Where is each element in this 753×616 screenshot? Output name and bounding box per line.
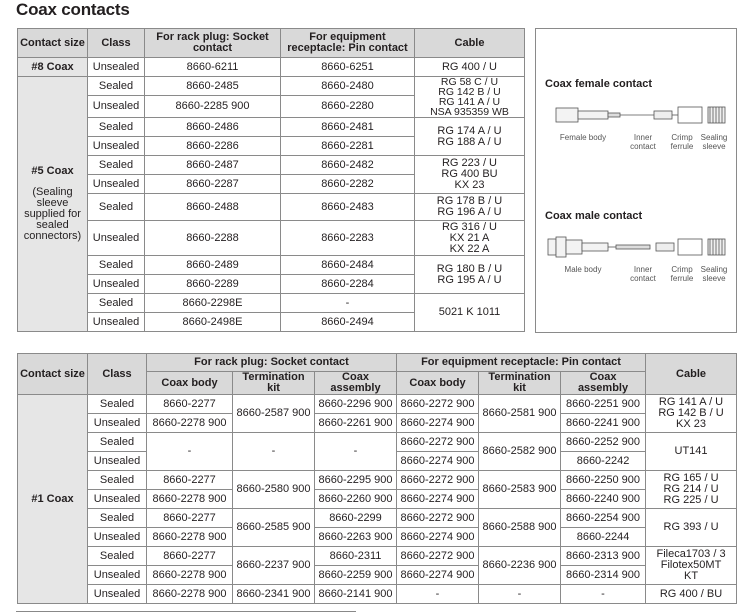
pin-kit-cell: 8660-2583 900 <box>479 471 561 509</box>
subheader-coax-body: Coax body <box>147 372 233 395</box>
pin-cell: 8660-2284 <box>281 275 415 294</box>
class-cell: Sealed <box>88 156 145 175</box>
socket-body-cell: 8660-2278 900 <box>147 414 233 433</box>
socket-body-cell: 8660-2278 900 <box>147 490 233 509</box>
socket-body-cell: 8660-2277 <box>147 471 233 490</box>
socket-cell: 8660-2489 <box>145 256 281 275</box>
contact-diagram-panel <box>535 28 737 333</box>
pin-assembly-cell: 8660-2244 <box>561 528 646 547</box>
socket-kit-cell: 8660-2585 900 <box>233 509 315 547</box>
pin-body-cell: 8660-2272 900 <box>397 433 479 452</box>
socket-cell: 8660-2488 <box>145 194 281 221</box>
socket-assembly-cell: 8660-2263 900 <box>315 528 397 547</box>
socket-cell: 8660-2487 <box>145 156 281 175</box>
class-cell: Unsealed <box>88 221 145 256</box>
header-contact-size: Contact size <box>18 29 88 58</box>
cable-cell: RG 141 A / U RG 142 B / U KX 23 <box>646 395 737 433</box>
socket-assembly-cell: 8660-2259 900 <box>315 566 397 585</box>
pin-assembly-cell: - <box>561 585 646 604</box>
crimp-ferrule-label: Crimp ferrule <box>670 265 694 283</box>
socket-cell: 8660-2298E <box>145 294 281 313</box>
class-cell: Sealed <box>88 77 145 96</box>
header-cable: Cable <box>646 354 737 395</box>
class-cell: Unsealed <box>88 175 145 194</box>
size-label: #1 Coax <box>18 395 88 604</box>
class-cell: Unsealed <box>88 490 147 509</box>
class-cell: Sealed <box>88 118 145 137</box>
class-cell: Unsealed <box>88 528 147 547</box>
pin-assembly-cell: 8660-2313 900 <box>561 547 646 566</box>
socket-cell: 8660-2485 <box>145 77 281 96</box>
cable-cell: Fileca1703 / 3 Filotex50MT KT <box>646 547 737 585</box>
class-cell: Sealed <box>88 256 145 275</box>
class-cell: Unsealed <box>88 313 145 332</box>
pin-kit-cell: 8660-2582 900 <box>479 433 561 471</box>
pin-cell: 8660-2283 <box>281 221 415 256</box>
socket-body-cell: 8660-2277 <box>147 509 233 528</box>
pin-cell: 8660-2482 <box>281 156 415 175</box>
size-note: (Sealing sleeve supplied for sealed connectors) <box>23 186 82 242</box>
socket-body-cell: - <box>147 433 233 471</box>
sealing-sleeve-label: Sealing sleeve <box>700 133 728 151</box>
cable-cell: 5021 K 1011 <box>415 294 525 332</box>
cable-cell: RG 316 / U KX 21 A KX 22 A <box>415 221 525 256</box>
page-title: Coax contacts <box>16 0 130 19</box>
header-socket: For rack plug: Socket contact <box>145 29 281 58</box>
header-rack-plug: For rack plug: Socket contact <box>147 354 397 372</box>
pin-cell: 8660-2483 <box>281 194 415 221</box>
sealing-sleeve-label: Sealing sleeve <box>700 265 728 283</box>
pin-cell: 8660-2480 <box>281 77 415 96</box>
pin-assembly-cell: 8660-2254 900 <box>561 509 646 528</box>
pin-cell: 8660-2484 <box>281 256 415 275</box>
class-cell: Sealed <box>88 395 147 414</box>
socket-kit-cell: 8660-2580 900 <box>233 471 315 509</box>
class-cell: Unsealed <box>88 96 145 118</box>
subheader-coax-assembly: Coax assembly <box>315 372 397 395</box>
male-body-label: Male body <box>564 265 602 274</box>
socket-assembly-cell: - <box>315 433 397 471</box>
socket-assembly-cell: 8660-2261 900 <box>315 414 397 433</box>
class-cell: Sealed <box>88 547 147 566</box>
pin-kit-cell: 8660-2588 900 <box>479 509 561 547</box>
inner-contact-label: Inner contact <box>630 265 656 283</box>
socket-assembly-cell: 8660-2141 900 <box>315 585 397 604</box>
pin-body-cell: 8660-2274 900 <box>397 452 479 471</box>
pin-body-cell: 8660-2274 900 <box>397 490 479 509</box>
cable-cell: RG 400 / BU <box>646 585 737 604</box>
socket-cell: 8660-2289 <box>145 275 281 294</box>
footer-rule <box>16 611 356 612</box>
pin-cell: 8660-2281 <box>281 137 415 156</box>
coax-table-sizes-8-5 <box>17 28 525 332</box>
size-label: #5 Coax <box>31 165 74 177</box>
socket-cell: 8660-2288 <box>145 221 281 256</box>
cable-cell: RG 180 B / U RG 195 A / U <box>415 256 525 294</box>
socket-cell: 8660-2285 900 <box>145 96 281 118</box>
crimp-ferrule-label: Crimp ferrule <box>670 133 694 151</box>
male-contact-title: Coax male contact <box>545 210 643 222</box>
pin-cell: - <box>281 294 415 313</box>
class-cell: Unsealed <box>88 414 147 433</box>
pin-cell: 8660-2481 <box>281 118 415 137</box>
size-label: #8 Coax <box>18 58 88 77</box>
pin-body-cell: 8660-2274 900 <box>397 528 479 547</box>
size-group-5 <box>18 77 88 332</box>
pin-kit-cell: 8660-2236 900 <box>479 547 561 585</box>
cable-cell: RG 400 / U <box>415 58 525 77</box>
pin-assembly-cell: 8660-2314 900 <box>561 566 646 585</box>
pin-body-cell: 8660-2272 900 <box>397 471 479 490</box>
socket-body-cell: 8660-2278 900 <box>147 585 233 604</box>
socket-cell: 8660-2287 <box>145 175 281 194</box>
class-cell: Sealed <box>88 471 147 490</box>
pin-assembly-cell: 8660-2242 <box>561 452 646 471</box>
socket-kit-cell: - <box>233 433 315 471</box>
socket-assembly-cell: 8660-2311 <box>315 547 397 566</box>
pin-cell: 8660-6251 <box>281 58 415 77</box>
cable-cell: RG 178 B / U RG 196 A / U <box>415 194 525 221</box>
class-cell: Unsealed <box>88 566 147 585</box>
socket-body-cell: 8660-2278 900 <box>147 566 233 585</box>
header-pin: For equipment receptacle: Pin contact <box>281 29 415 58</box>
class-cell: Sealed <box>88 194 145 221</box>
header-equipment-receptacle: For equipment receptacle: Pin contact <box>397 354 646 372</box>
pin-kit-cell: - <box>479 585 561 604</box>
subheader-coax-assembly: Coax assembly <box>561 372 646 395</box>
pin-body-cell: 8660-2274 900 <box>397 414 479 433</box>
header-cable: Cable <box>415 29 525 58</box>
socket-kit-cell: 8660-2587 900 <box>233 395 315 433</box>
inner-contact-label: Inner contact <box>630 133 656 151</box>
socket-body-cell: 8660-2277 <box>147 395 233 414</box>
male-contact-drawing <box>536 227 736 267</box>
pin-body-cell: 8660-2272 900 <box>397 509 479 528</box>
socket-body-cell: 8660-2277 <box>147 547 233 566</box>
socket-kit-cell: 8660-2237 900 <box>233 547 315 585</box>
subheader-coax-body: Coax body <box>397 372 479 395</box>
socket-assembly-cell: 8660-2295 900 <box>315 471 397 490</box>
pin-assembly-cell: 8660-2250 900 <box>561 471 646 490</box>
pin-cell: 8660-2494 <box>281 313 415 332</box>
class-cell: Sealed <box>88 294 145 313</box>
class-cell: Unsealed <box>88 585 147 604</box>
subheader-termination-kit: Termination kit <box>479 372 561 395</box>
header-class: Class <box>88 354 147 395</box>
socket-kit-cell: 8660-2341 900 <box>233 585 315 604</box>
class-cell: Unsealed <box>88 452 147 471</box>
pin-kit-cell: 8660-2581 900 <box>479 395 561 433</box>
header-class: Class <box>88 29 145 58</box>
pin-body-cell: - <box>397 585 479 604</box>
female-contact-drawing <box>536 95 736 135</box>
cable-cell: RG 165 / U RG 214 / U RG 225 / U <box>646 471 737 509</box>
pin-cell: 8660-2282 <box>281 175 415 194</box>
pin-body-cell: 8660-2274 900 <box>397 566 479 585</box>
socket-cell: 8660-6211 <box>145 58 281 77</box>
cable-cell: RG 58 C / U RG 142 B / U RG 141 A / U NSA 935359 WB <box>415 77 525 118</box>
socket-body-cell: 8660-2278 900 <box>147 528 233 547</box>
pin-body-cell: 8660-2272 900 <box>397 547 479 566</box>
cable-cell: UT141 <box>646 433 737 471</box>
header-contact-size: Contact size <box>18 354 88 395</box>
socket-cell: 8660-2498E <box>145 313 281 332</box>
pin-assembly-cell: 8660-2252 900 <box>561 433 646 452</box>
cable-cell: RG 174 A / U RG 188 A / U <box>415 118 525 156</box>
pin-body-cell: 8660-2272 900 <box>397 395 479 414</box>
socket-assembly-cell: 8660-2260 900 <box>315 490 397 509</box>
pin-cell: 8660-2280 <box>281 96 415 118</box>
cable-cell: RG 223 / U RG 400 BU KX 23 <box>415 156 525 194</box>
pin-assembly-cell: 8660-2251 900 <box>561 395 646 414</box>
cable-cell: RG 393 / U <box>646 509 737 547</box>
socket-assembly-cell: 8660-2296 900 <box>315 395 397 414</box>
coax-table-size-1 <box>17 353 737 604</box>
socket-cell: 8660-2486 <box>145 118 281 137</box>
class-cell: Unsealed <box>88 58 145 77</box>
female-contact-title: Coax female contact <box>545 78 652 90</box>
pin-assembly-cell: 8660-2240 900 <box>561 490 646 509</box>
subheader-termination-kit: Termination kit <box>233 372 315 395</box>
class-cell: Sealed <box>88 509 147 528</box>
socket-cell: 8660-2286 <box>145 137 281 156</box>
class-cell: Sealed <box>88 433 147 452</box>
class-cell: Unsealed <box>88 137 145 156</box>
pin-assembly-cell: 8660-2241 900 <box>561 414 646 433</box>
female-body-label: Female body <box>559 133 607 142</box>
socket-assembly-cell: 8660-2299 <box>315 509 397 528</box>
class-cell: Unsealed <box>88 275 145 294</box>
